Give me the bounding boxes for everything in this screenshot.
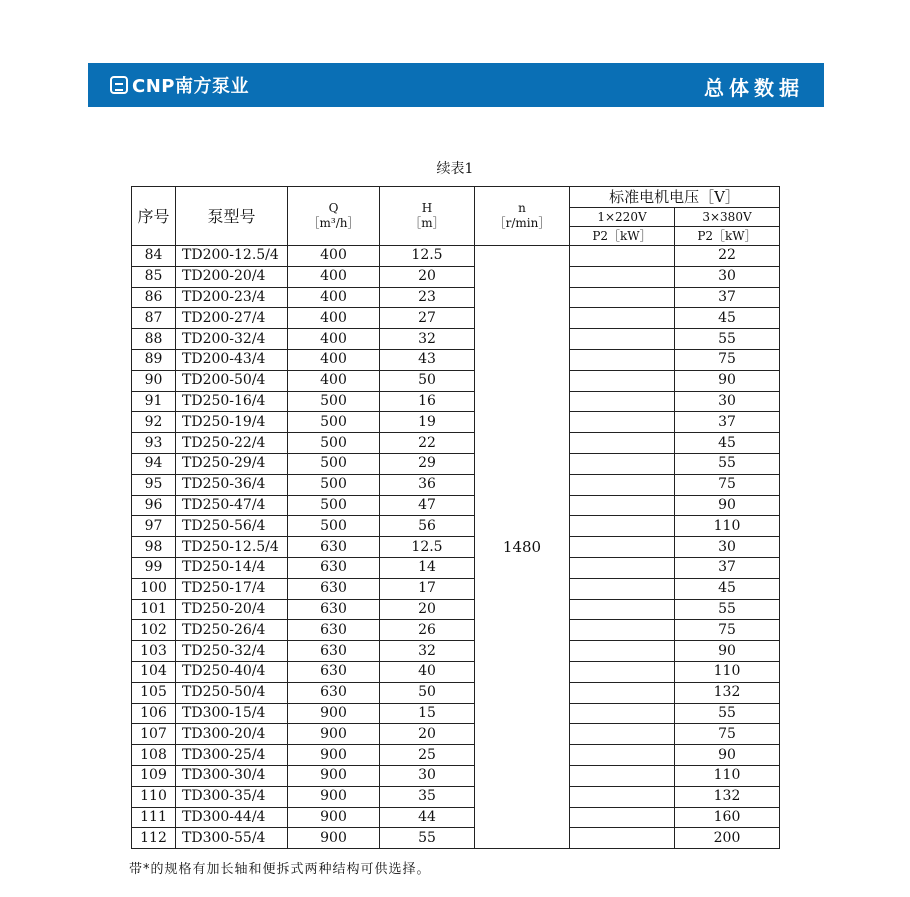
cell-model: TD300-25/4 — [176, 745, 288, 766]
cell-flow: 900 — [288, 765, 380, 786]
cell-head: 40 — [380, 661, 475, 682]
cell-power-380: 90 — [675, 641, 780, 662]
table-row — [132, 246, 780, 267]
cell-head: 36 — [380, 474, 475, 495]
cell-no: 85 — [132, 266, 176, 287]
cell-power-220 — [570, 287, 675, 308]
cell-power-380: 110 — [675, 661, 780, 682]
cell-head: 56 — [380, 516, 475, 537]
cell-power-220 — [570, 557, 675, 578]
brand-name: CNP南方泵业 — [132, 76, 249, 97]
cell-power-380: 75 — [675, 474, 780, 495]
cell-flow: 630 — [288, 641, 380, 662]
cell-power-380: 37 — [675, 412, 780, 433]
cell-head: 35 — [380, 786, 475, 807]
cell-power-220 — [570, 786, 675, 807]
header-head — [380, 187, 475, 246]
cell-power-380: 22 — [675, 246, 780, 267]
cell-power-220 — [570, 745, 675, 766]
table-row — [132, 828, 780, 849]
cell-no: 98 — [132, 537, 176, 558]
cell-flow: 630 — [288, 557, 380, 578]
cell-no: 97 — [132, 516, 176, 537]
cell-power-220 — [570, 246, 675, 267]
cell-head: 17 — [380, 578, 475, 599]
cell-head: 20 — [380, 599, 475, 620]
cell-flow: 630 — [288, 620, 380, 641]
cell-model: TD250-19/4 — [176, 412, 288, 433]
cell-flow: 400 — [288, 266, 380, 287]
cell-power-380: 132 — [675, 682, 780, 703]
cell-no: 93 — [132, 433, 176, 454]
cell-flow: 400 — [288, 329, 380, 350]
cell-flow: 400 — [288, 308, 380, 329]
cell-power-380: 75 — [675, 620, 780, 641]
pump-data-table — [131, 186, 780, 849]
cell-flow: 630 — [288, 682, 380, 703]
table-row — [132, 391, 780, 412]
cell-no: 106 — [132, 703, 176, 724]
header-speed-unit: ［r/min］ — [493, 216, 551, 230]
table-row — [132, 349, 780, 370]
table-row — [132, 578, 780, 599]
cell-no: 87 — [132, 308, 176, 329]
table-row — [132, 516, 780, 537]
table-row — [132, 557, 780, 578]
cell-model: TD250-40/4 — [176, 661, 288, 682]
cell-power-220 — [570, 578, 675, 599]
cell-head: 23 — [380, 287, 475, 308]
header-speed — [475, 187, 570, 246]
header-flow — [288, 187, 380, 246]
cell-model: TD300-44/4 — [176, 807, 288, 828]
cell-power-220 — [570, 828, 675, 849]
cell-no: 101 — [132, 599, 176, 620]
cell-power-220 — [570, 474, 675, 495]
cell-power-380: 132 — [675, 786, 780, 807]
cell-power-380: 90 — [675, 370, 780, 391]
cell-model: TD200-20/4 — [176, 266, 288, 287]
cell-power-220 — [570, 266, 675, 287]
cell-flow: 900 — [288, 807, 380, 828]
table-row — [132, 287, 780, 308]
header-speed-symbol: n — [518, 201, 526, 215]
cell-model: TD250-47/4 — [176, 495, 288, 516]
cell-no: 96 — [132, 495, 176, 516]
cell-power-380: 30 — [675, 266, 780, 287]
cell-no: 105 — [132, 682, 176, 703]
cell-power-220 — [570, 349, 675, 370]
cell-power-220 — [570, 682, 675, 703]
table-row — [132, 807, 780, 828]
cell-power-220 — [570, 412, 675, 433]
cell-power-220 — [570, 370, 675, 391]
cell-power-220 — [570, 453, 675, 474]
brand-logo — [110, 72, 249, 98]
cell-flow: 500 — [288, 433, 380, 454]
cell-model: TD200-12.5/4 — [176, 246, 288, 267]
table-row — [132, 537, 780, 558]
cell-power-220 — [570, 765, 675, 786]
cnp-logo-icon — [110, 76, 128, 94]
cell-no: 89 — [132, 349, 176, 370]
cell-flow: 500 — [288, 474, 380, 495]
cell-model: TD250-26/4 — [176, 620, 288, 641]
cell-head: 16 — [380, 391, 475, 412]
cell-power-220 — [570, 308, 675, 329]
cell-head: 30 — [380, 765, 475, 786]
cell-power-380: 37 — [675, 287, 780, 308]
cell-flow: 900 — [288, 724, 380, 745]
cell-no: 109 — [132, 765, 176, 786]
cell-model: TD250-50/4 — [176, 682, 288, 703]
cell-model: TD250-32/4 — [176, 641, 288, 662]
cell-no: 112 — [132, 828, 176, 849]
table-body — [132, 246, 780, 849]
cell-no: 86 — [132, 287, 176, 308]
cell-power-220 — [570, 433, 675, 454]
cell-head: 50 — [380, 370, 475, 391]
header-head-unit: ［m］ — [409, 216, 445, 230]
cell-no: 110 — [132, 786, 176, 807]
table-row — [132, 703, 780, 724]
cell-flow: 900 — [288, 703, 380, 724]
cell-flow: 630 — [288, 661, 380, 682]
cell-power-220 — [570, 516, 675, 537]
cell-no: 91 — [132, 391, 176, 412]
header-head-symbol: H — [421, 201, 433, 215]
table-row — [132, 745, 780, 766]
cell-no: 99 — [132, 557, 176, 578]
cell-power-380: 37 — [675, 557, 780, 578]
cell-head: 22 — [380, 433, 475, 454]
table-row — [132, 786, 780, 807]
table-row — [132, 641, 780, 662]
cell-power-380: 90 — [675, 745, 780, 766]
cell-no: 100 — [132, 578, 176, 599]
cell-flow: 400 — [288, 246, 380, 267]
cell-head: 15 — [380, 703, 475, 724]
table-caption: 续表1 — [436, 161, 474, 177]
table-row — [132, 682, 780, 703]
cell-head: 12.5 — [380, 537, 475, 558]
cell-power-380: 55 — [675, 329, 780, 350]
table-row — [132, 370, 780, 391]
table-row — [132, 329, 780, 350]
cell-no: 104 — [132, 661, 176, 682]
table-row — [132, 474, 780, 495]
cell-no: 84 — [132, 246, 176, 267]
cell-no: 90 — [132, 370, 176, 391]
cell-no: 88 — [132, 329, 176, 350]
cell-power-380: 45 — [675, 308, 780, 329]
cell-model: TD250-22/4 — [176, 433, 288, 454]
table-row — [132, 453, 780, 474]
table-row — [132, 412, 780, 433]
cell-model: TD250-16/4 — [176, 391, 288, 412]
header-flow-unit: ［m³/h］ — [307, 216, 360, 230]
cell-no: 107 — [132, 724, 176, 745]
cell-flow: 630 — [288, 599, 380, 620]
cell-power-220 — [570, 329, 675, 350]
cell-head: 12.5 — [380, 246, 475, 267]
cell-model: TD250-17/4 — [176, 578, 288, 599]
cell-head: 26 — [380, 620, 475, 641]
cell-speed: 1480 — [475, 246, 570, 849]
cell-head: 19 — [380, 412, 475, 433]
cell-no: 92 — [132, 412, 176, 433]
cell-head: 29 — [380, 453, 475, 474]
cell-power-380: 90 — [675, 495, 780, 516]
header-voltage-220: 1×220V — [570, 208, 675, 227]
header-power-220: P2［kW］ — [570, 227, 675, 246]
table-row — [132, 765, 780, 786]
table-row — [132, 495, 780, 516]
cell-head: 20 — [380, 724, 475, 745]
cell-model: TD250-14/4 — [176, 557, 288, 578]
cell-power-220 — [570, 495, 675, 516]
cell-power-220 — [570, 641, 675, 662]
cell-power-220 — [570, 661, 675, 682]
cell-head: 47 — [380, 495, 475, 516]
cell-power-380: 200 — [675, 828, 780, 849]
cell-flow: 900 — [288, 786, 380, 807]
cell-no: 102 — [132, 620, 176, 641]
cell-power-380: 30 — [675, 537, 780, 558]
cell-flow: 500 — [288, 495, 380, 516]
cell-model: TD250-29/4 — [176, 453, 288, 474]
cell-model: TD250-12.5/4 — [176, 537, 288, 558]
cell-power-380: 30 — [675, 391, 780, 412]
header-voltage-380: 3×380V — [675, 208, 780, 227]
cell-power-380: 75 — [675, 349, 780, 370]
cell-flow: 400 — [288, 287, 380, 308]
cell-flow: 630 — [288, 578, 380, 599]
cell-flow: 500 — [288, 516, 380, 537]
cell-head: 50 — [380, 682, 475, 703]
cell-flow: 500 — [288, 453, 380, 474]
cell-model: TD200-27/4 — [176, 308, 288, 329]
cell-no: 108 — [132, 745, 176, 766]
cell-head: 44 — [380, 807, 475, 828]
cell-flow: 900 — [288, 745, 380, 766]
cell-power-380: 55 — [675, 453, 780, 474]
cell-power-380: 45 — [675, 433, 780, 454]
cell-head: 32 — [380, 329, 475, 350]
header-power-380: P2［kW］ — [675, 227, 780, 246]
table-row — [132, 266, 780, 287]
cell-power-220 — [570, 807, 675, 828]
cell-power-220 — [570, 537, 675, 558]
cell-model: TD300-55/4 — [176, 828, 288, 849]
cell-flow: 900 — [288, 828, 380, 849]
cell-power-380: 55 — [675, 599, 780, 620]
table-row — [132, 433, 780, 454]
table-row — [132, 620, 780, 641]
header-flow-symbol: Q — [328, 201, 339, 215]
cell-model: TD250-20/4 — [176, 599, 288, 620]
cell-model: TD200-23/4 — [176, 287, 288, 308]
cell-no: 111 — [132, 807, 176, 828]
cell-head: 32 — [380, 641, 475, 662]
cell-power-220 — [570, 724, 675, 745]
cell-power-380: 45 — [675, 578, 780, 599]
table-row — [132, 308, 780, 329]
cell-no: 103 — [132, 641, 176, 662]
cell-head: 20 — [380, 266, 475, 287]
cell-flow: 400 — [288, 370, 380, 391]
footnote: 带*的规格有加长轴和便拆式两种结构可供选择。 — [129, 862, 431, 877]
table-row — [132, 661, 780, 682]
cell-head: 55 — [380, 828, 475, 849]
cell-power-380: 55 — [675, 703, 780, 724]
cell-model: TD200-32/4 — [176, 329, 288, 350]
cell-head: 14 — [380, 557, 475, 578]
header-model: 泵型号 — [176, 187, 288, 246]
cell-model: TD200-43/4 — [176, 349, 288, 370]
cell-power-380: 110 — [675, 765, 780, 786]
cell-flow: 400 — [288, 349, 380, 370]
table-row — [132, 599, 780, 620]
cell-power-220 — [570, 599, 675, 620]
table-row — [132, 724, 780, 745]
cell-model: TD300-15/4 — [176, 703, 288, 724]
cell-model: TD300-30/4 — [176, 765, 288, 786]
cell-model: TD200-50/4 — [176, 370, 288, 391]
cell-power-220 — [570, 703, 675, 724]
cell-flow: 500 — [288, 391, 380, 412]
cell-power-220 — [570, 391, 675, 412]
cell-model: TD300-35/4 — [176, 786, 288, 807]
cell-head: 43 — [380, 349, 475, 370]
cell-power-380: 160 — [675, 807, 780, 828]
cell-model: TD250-56/4 — [176, 516, 288, 537]
page-title: 总体数据 — [704, 76, 804, 100]
cell-flow: 630 — [288, 537, 380, 558]
cell-power-380: 75 — [675, 724, 780, 745]
header-no: 序号 — [132, 187, 176, 246]
cell-model: TD250-36/4 — [176, 474, 288, 495]
cell-model: TD300-20/4 — [176, 724, 288, 745]
cell-no: 94 — [132, 453, 176, 474]
cell-power-220 — [570, 620, 675, 641]
cell-power-380: 110 — [675, 516, 780, 537]
header-voltage: 标准电机电压［V］ — [570, 187, 780, 208]
cell-head: 27 — [380, 308, 475, 329]
cell-flow: 500 — [288, 412, 380, 433]
cell-no: 95 — [132, 474, 176, 495]
cell-head: 25 — [380, 745, 475, 766]
